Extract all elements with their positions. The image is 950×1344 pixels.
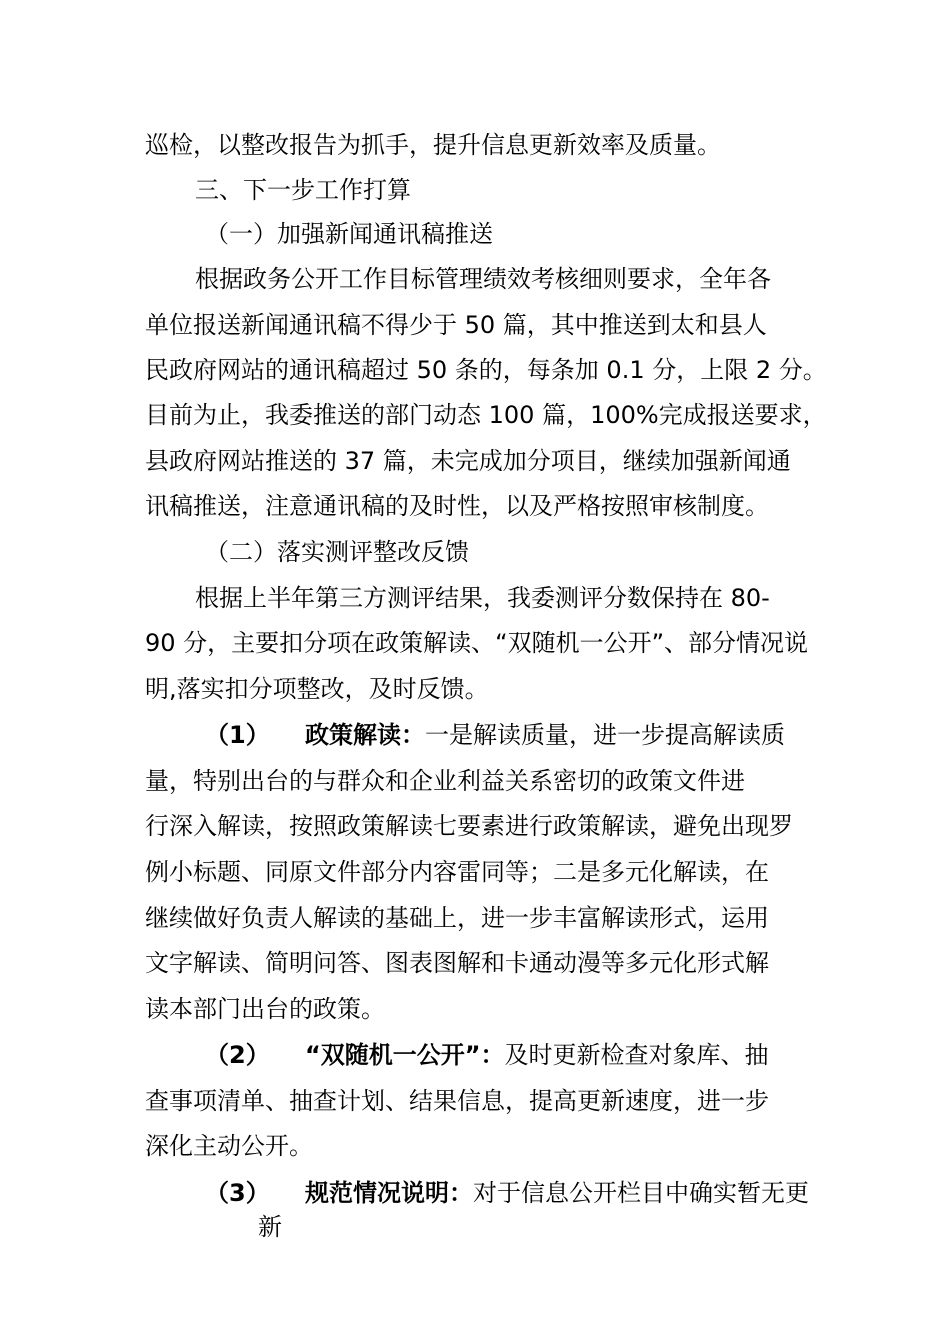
item-title: “双随机一公开”： <box>305 1041 505 1069</box>
paragraph-line: 量，特别出台的与群众和企业利益关系密切的政策文件进 <box>145 767 745 795</box>
subsection-heading: （二）落实测评整改反馈 <box>205 538 469 566</box>
paragraph-line: 根据政务公开工作目标管理绩效考核细则要求，全年各 <box>195 265 771 293</box>
paragraph-line: 巡检，以整改报告为抓手，提升信息更新效率及质量。 <box>145 131 721 159</box>
item-title: 规范情况说明： <box>305 1179 473 1207</box>
paragraph-line: 讯稿推送，注意通讯稿的及时性，以及严格按照审核制度。 <box>145 492 769 520</box>
paragraph-line: 目前为止，我委推送的部门动态 100 篇，100%完成报送要求， <box>145 401 827 429</box>
paragraph-line: 例小标题、同原文件部分内容雷同等；二是多元化解读，在 <box>145 858 769 886</box>
paragraph-line: 明,落实扣分项整改，及时反馈。 <box>145 675 489 703</box>
paragraph-line: 新 <box>258 1213 282 1241</box>
paragraph-line: 单位报送新闻通讯稿不得少于 50 篇，其中推送到太和县人 <box>145 311 767 339</box>
item-text: 对于信息公开栏目中确实暂无更 <box>473 1179 809 1207</box>
list-item <box>205 1176 905 1210</box>
paragraph-line: 根据上半年第三方测评结果，我委测评分数保持在 80- <box>195 584 770 612</box>
item-number: （1） <box>205 721 270 749</box>
paragraph-line: 民政府网站的通讯稿超过 50 条的，每条加 0.1 分，上限 2 分。 <box>145 356 827 384</box>
item-title: 政策解读： <box>305 721 425 749</box>
paragraph-line: 文字解读、简明问答、图表图解和卡通动漫等多元化形式解 <box>145 949 769 977</box>
item-text: 及时更新检查对象库、抽 <box>504 1041 769 1069</box>
paragraph-line: 县政府网站推送的 37 篇，未完成加分项目，继续加强新闻通 <box>145 447 791 475</box>
item-number: （3） <box>205 1179 270 1207</box>
list-item <box>205 718 905 752</box>
paragraph-line: 行深入解读，按照政策解读七要素进行政策解读，避免出现罗 <box>145 812 793 840</box>
paragraph-line: 90 分，主要扣分项在政策解读、“双随机一公开”、部分情况说 <box>145 629 809 657</box>
paragraph-line: 继续做好负责人解读的基础上，进一步丰富解读形式，运用 <box>145 904 769 932</box>
item-text: 一是解读质量，进一步提高解读质 <box>425 721 785 749</box>
paragraph-line: 查事项清单、抽查计划、结果信息，提高更新速度，进一步 <box>145 1087 769 1115</box>
item-number: （2） <box>205 1041 270 1069</box>
list-item <box>205 1038 905 1072</box>
paragraph-line: 深化主动公开。 <box>145 1132 313 1160</box>
subsection-heading: （一）加强新闻通讯稿推送 <box>205 220 493 248</box>
section-heading: 三、下一步工作打算 <box>195 176 411 204</box>
paragraph-line: 读本部门出台的政策。 <box>145 995 385 1023</box>
